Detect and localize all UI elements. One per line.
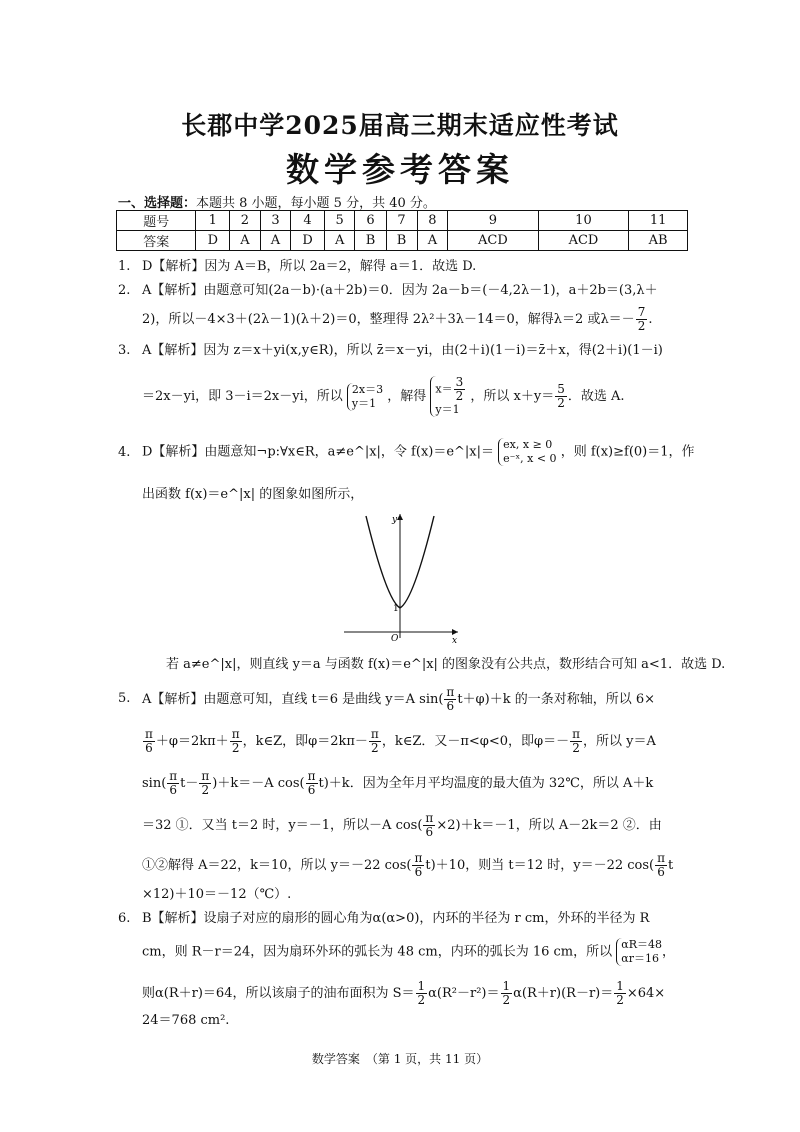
fraction bbox=[306, 770, 318, 797]
q5-line-5 bbox=[142, 852, 673, 879]
row-label-answer: 答案 bbox=[117, 231, 196, 251]
question-number: 4 bbox=[291, 211, 325, 231]
answer-table bbox=[116, 210, 688, 251]
x-arrow-icon bbox=[452, 629, 458, 635]
numerator: π bbox=[414, 851, 423, 865]
q1-number: 1. bbox=[118, 259, 131, 274]
y-arrow-icon bbox=[397, 514, 403, 520]
denominator: 2 bbox=[572, 741, 580, 755]
q5-text: ×2)＋k＝－1，所以 A－2k＝2 ②．由 bbox=[436, 818, 662, 833]
q5-text: A【解析】由题意可知，直线 t＝6 是曲线 y＝A sin( bbox=[142, 692, 444, 707]
denominator: 2 bbox=[557, 396, 565, 410]
answer-cell: D bbox=[196, 231, 230, 251]
q5-text: t)＋10，则当 t＝12 时，y＝－22 cos( bbox=[425, 858, 655, 873]
q4-number: 4. bbox=[118, 445, 131, 460]
question-number: 10 bbox=[538, 211, 629, 231]
fraction bbox=[412, 852, 424, 879]
q3-text: ．故选 A. bbox=[567, 389, 625, 404]
numerator: π bbox=[145, 727, 153, 741]
fraction bbox=[444, 686, 456, 713]
question-number: 8 bbox=[417, 211, 448, 231]
section-heading bbox=[118, 192, 436, 211]
answer-cell: A bbox=[260, 231, 291, 251]
piecewise bbox=[498, 438, 556, 466]
answer-table-number-row bbox=[117, 211, 688, 231]
numerator: π bbox=[169, 769, 178, 783]
denominator: 2 bbox=[455, 389, 464, 403]
origin-label: O bbox=[391, 634, 399, 644]
answer-cell: A bbox=[230, 231, 261, 251]
question-number: 6 bbox=[355, 211, 386, 231]
q5-line-1 bbox=[142, 686, 655, 713]
fraction bbox=[555, 383, 567, 410]
q6-text: 则α(R＋r)＝64，所以该扇子的油布面积为 S＝ bbox=[142, 986, 415, 1001]
answer-cell: B bbox=[386, 231, 417, 251]
q5-text: sin( bbox=[142, 776, 167, 791]
eq-line: αr＝16 bbox=[621, 952, 659, 965]
answer-title: 数学参考答案 bbox=[286, 150, 514, 189]
denominator: 2 bbox=[417, 993, 426, 1007]
solution-system bbox=[430, 376, 466, 417]
section-label: 一、选择题： bbox=[118, 196, 197, 211]
answer-table-answer-row bbox=[117, 231, 688, 251]
q4-text: D【解析】由题意知¬p:∀x∈R，a≠e^|x|，令 f(x)＝e^|x|＝ bbox=[142, 444, 495, 460]
q5-text: t＋φ)＋k 的一条对称轴，所以 6× bbox=[457, 692, 656, 707]
numerator: 3 bbox=[455, 375, 464, 389]
q5-number: 5. bbox=[118, 691, 131, 706]
eq-line: y＝1 bbox=[351, 396, 377, 410]
exam-title: 长郡中学2025届高三期末适应性考试 bbox=[181, 111, 619, 140]
denominator: 2 bbox=[231, 741, 240, 755]
numerator: π bbox=[201, 769, 210, 783]
numerator: π bbox=[425, 811, 434, 825]
denominator: 6 bbox=[425, 825, 434, 839]
q6-text: cm，则 R－r＝24，因为扇环外环的弧长为 48 cm，内环的弧长为 16 cm，所以 bbox=[142, 944, 613, 960]
q5-text: t)＋k．因为全年月平均温度的最大值为 32℃，所以 A＋k bbox=[318, 776, 654, 791]
numerator: 1 bbox=[417, 979, 426, 993]
denominator: 6 bbox=[307, 783, 316, 797]
q5-text: )＋k＝－A cos( bbox=[212, 776, 305, 791]
denominator: 2 bbox=[201, 783, 210, 797]
q2-text-end: . bbox=[648, 312, 653, 327]
q5-text: ，k∈Z，即φ＝2kπ－ bbox=[242, 734, 368, 749]
q5-text: ＋φ＝2kπ＋ bbox=[155, 734, 229, 749]
numerator: 1 bbox=[616, 979, 624, 993]
question-number: 9 bbox=[448, 211, 539, 231]
fraction bbox=[423, 812, 435, 839]
exp-graph bbox=[338, 510, 462, 646]
question-number: 3 bbox=[260, 211, 291, 231]
denominator: 2 bbox=[371, 741, 379, 755]
q3-number: 3. bbox=[118, 343, 131, 358]
fraction bbox=[501, 980, 513, 1007]
numerator: π bbox=[572, 727, 581, 741]
denominator: 6 bbox=[446, 699, 455, 713]
equation-system bbox=[347, 383, 383, 411]
question-number: 1 bbox=[196, 211, 230, 231]
section-desc: 本题共 8 小题，每小题 5 分，共 40 分。 bbox=[196, 196, 436, 211]
answer-cell: ACD bbox=[448, 231, 539, 251]
answer-cell: A bbox=[417, 231, 448, 251]
numerator: 7 bbox=[637, 305, 646, 319]
row-label-number: 题号 bbox=[117, 211, 196, 231]
question-number: 5 bbox=[324, 211, 355, 231]
answer-cell: A bbox=[324, 231, 355, 251]
answer-cell: AB bbox=[629, 231, 688, 251]
answer-cell: B bbox=[355, 231, 386, 251]
q3-line-2 bbox=[142, 376, 625, 417]
x-label: x bbox=[452, 636, 458, 646]
q2-line-1: A【解析】由题意可知(2a－b)·(a＋2b)＝0．因为 2a－b＝(－4,2λ－1)，a＋2b＝(3,λ＋ bbox=[142, 283, 658, 298]
numerator: π bbox=[657, 851, 666, 865]
answer-cell: ACD bbox=[538, 231, 629, 251]
q6-number: 6. bbox=[118, 911, 131, 926]
q2-number: 2. bbox=[118, 283, 131, 298]
piece: ex, x ≥ 0 bbox=[503, 438, 553, 451]
q4-line-1 bbox=[142, 438, 695, 466]
q5-text: t－ bbox=[180, 776, 199, 791]
q5-text: ＝32 ①．又当 t＝2 时，y＝－1，所以－A cos( bbox=[142, 818, 423, 833]
q1-line-1: D【解析】因为 A＝B，所以 2a＝2，解得 a＝1．故选 D. bbox=[142, 259, 477, 274]
eq-line: 2x＝3 bbox=[351, 382, 384, 396]
q5-text: ，k∈Z．又－π<φ<0，即φ＝－ bbox=[381, 734, 570, 749]
q2-line-2 bbox=[142, 306, 652, 333]
numerator: π bbox=[307, 769, 316, 783]
fraction bbox=[636, 306, 648, 333]
q4-text: ，则 f(x)≥f(0)＝1，作 bbox=[560, 444, 695, 460]
numerator: π bbox=[446, 685, 455, 699]
denominator: 6 bbox=[169, 783, 178, 797]
q5-line-2 bbox=[142, 728, 656, 755]
q6-line-3 bbox=[142, 980, 665, 1007]
q6-line-4: 24＝768 cm². bbox=[142, 1013, 230, 1028]
fraction bbox=[199, 770, 211, 797]
fraction bbox=[230, 728, 242, 755]
denominator: 6 bbox=[145, 741, 153, 755]
y-label: y bbox=[392, 515, 398, 525]
eq-line: x＝ bbox=[435, 382, 453, 396]
numerator: π bbox=[370, 727, 379, 741]
page-footer: 数学答案 （第 1 页，共 11 页） bbox=[311, 1052, 489, 1066]
fraction bbox=[416, 980, 428, 1007]
q5-text: ①②解得 A＝22，k＝10，所以 y＝－22 cos( bbox=[142, 858, 412, 873]
denominator: 2 bbox=[637, 319, 646, 333]
eq-line: y＝1 bbox=[435, 403, 460, 416]
q3-text: ，所以 x＋y＝ bbox=[470, 389, 555, 404]
q6-line-2 bbox=[142, 938, 675, 966]
q5-line-3 bbox=[142, 770, 653, 797]
question-number: 7 bbox=[386, 211, 417, 231]
eq-line: αR＝48 bbox=[621, 938, 662, 951]
q4-line-2: 出函数 f(x)＝e^|x| 的图象如图所示， bbox=[142, 487, 364, 502]
q3-text: ，解得 bbox=[387, 389, 427, 404]
q3-text: ＝2x－yi，即 3－i＝2x－yi，所以 bbox=[142, 389, 343, 404]
q6-text: α(R²－r²)＝ bbox=[428, 986, 500, 1001]
fraction bbox=[143, 728, 155, 755]
question-number: 11 bbox=[629, 211, 688, 231]
denominator: 6 bbox=[414, 865, 423, 879]
fraction bbox=[167, 770, 179, 797]
fraction bbox=[614, 980, 626, 1007]
piece: e⁻ˣ, x < 0 bbox=[503, 452, 557, 465]
q5-text: ，所以 y＝A bbox=[583, 734, 656, 749]
fraction bbox=[655, 852, 667, 879]
denominator: 2 bbox=[616, 993, 624, 1007]
answer-cell: D bbox=[291, 231, 325, 251]
question-number: 2 bbox=[230, 211, 261, 231]
denominator: 6 bbox=[657, 865, 665, 879]
numerator: 5 bbox=[557, 382, 565, 396]
q4-line-3: 若 a≠e^|x|，则直线 y＝a 与函数 f(x)＝e^|x| 的图象没有公共点，数形结合可知 a<1．故选 D. bbox=[166, 657, 726, 672]
fraction bbox=[454, 376, 466, 403]
denominator: 2 bbox=[502, 993, 511, 1007]
q6-text: ， bbox=[661, 944, 675, 960]
numerator: π bbox=[231, 727, 240, 741]
equation-system bbox=[616, 938, 662, 966]
q5-text: t bbox=[668, 858, 674, 873]
numerator: 1 bbox=[502, 979, 511, 993]
fraction bbox=[570, 728, 582, 755]
q3-line-1: A【解析】因为 z＝x＋yi(x,y∈R)，所以 z̄＝x－yi，由(2＋i)(1－i)＝z̄＋x，得(2＋i)(1－i) bbox=[142, 343, 663, 358]
fraction bbox=[369, 728, 381, 755]
q6-line-1: B【解析】设扇子对应的扇形的圆心角为α(α>0)，内环的半径为 r cm，外环的半径为 R bbox=[142, 911, 650, 926]
q2-text: 2)，所以－4×3＋(2λ－1)(λ＋2)＝0，整理得 2λ²＋3λ－14＝0，解得λ＝2 或λ＝－ bbox=[142, 312, 635, 327]
q6-text: ×64× bbox=[626, 986, 666, 1001]
intercept-label: 1 bbox=[393, 604, 399, 614]
q6-text: α(R＋r)(R－r)＝ bbox=[513, 986, 614, 1001]
q5-line-4 bbox=[142, 812, 662, 839]
q5-line-6: ×12)＋10＝－12（℃）. bbox=[142, 887, 292, 902]
